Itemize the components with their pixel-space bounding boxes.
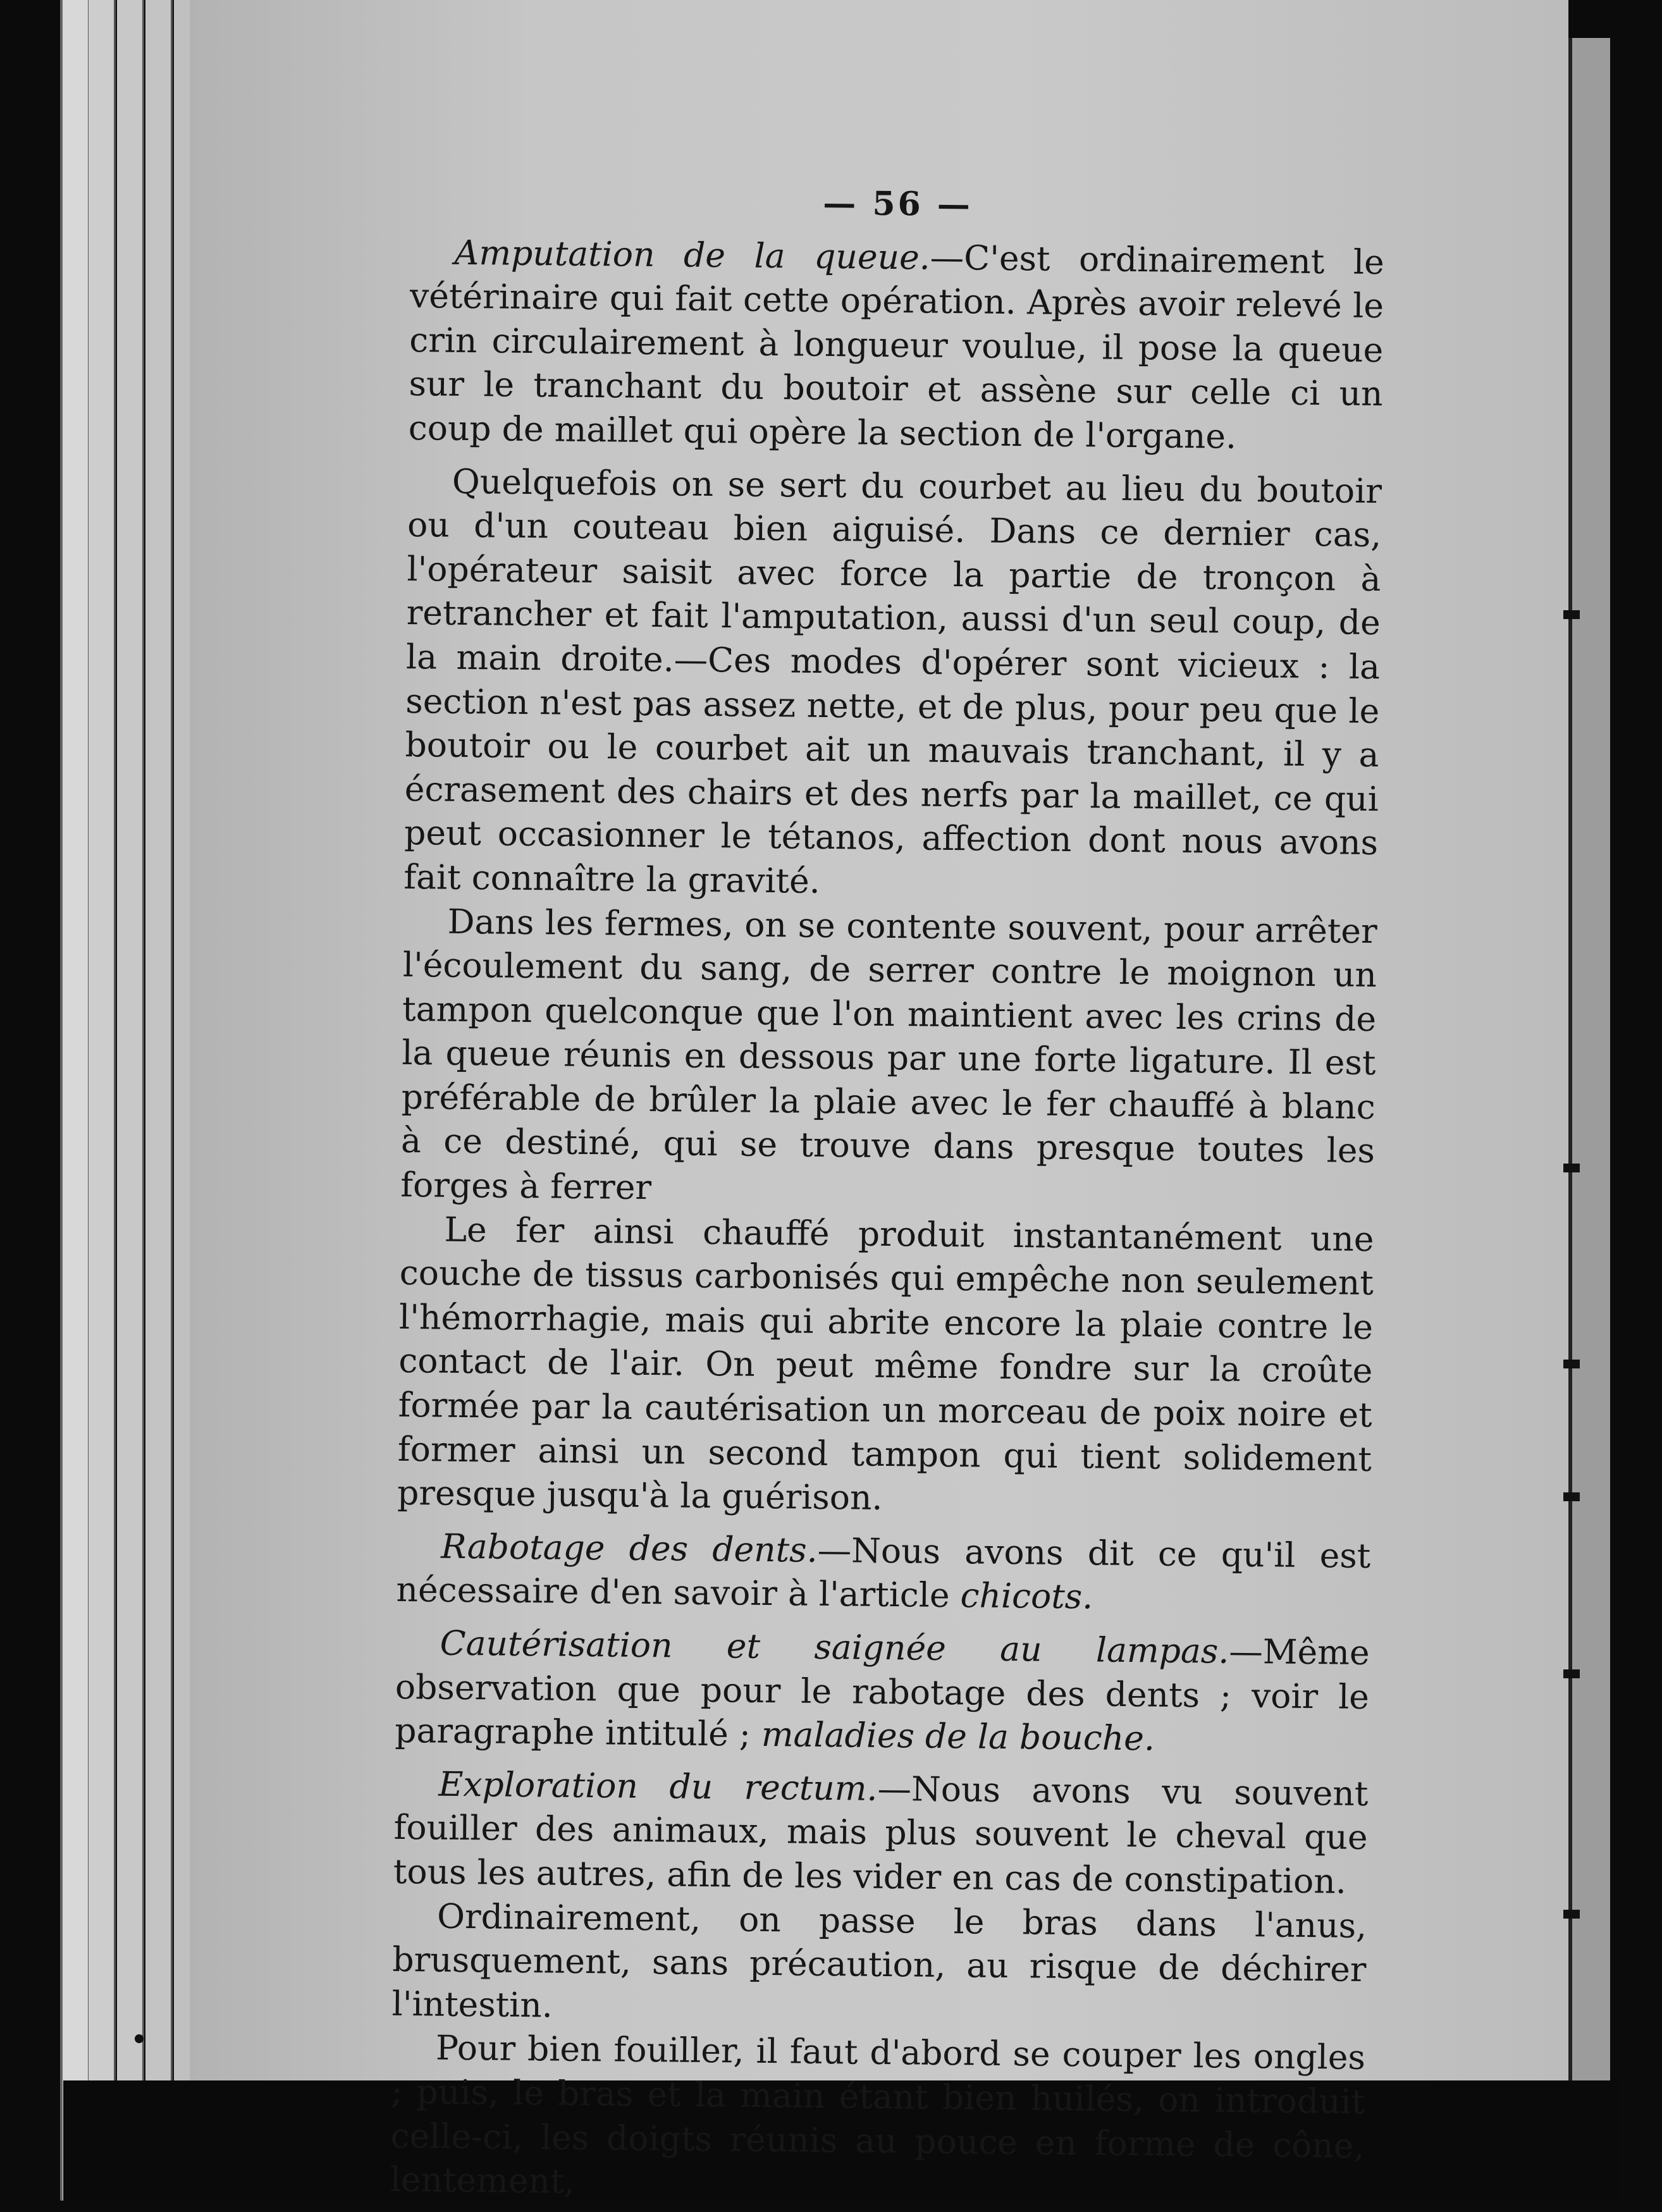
italic-heading: Cautérisation et saignée au lampas. [440, 1623, 1229, 1671]
binding-mark [1563, 1910, 1580, 1919]
page-edge-stack [117, 0, 144, 2201]
paragraph [396, 1524, 1370, 1622]
body-text: Quelquefois on se sert du courbet au lieu du boutoir ou d'un couteau bien aiguisé. Dans ce dernier cas, l'opérateur saisit avec force la partie de tronçon à retrancher et fait l'amputation, aussi d'un seul coup, de la main droite.—Ces modes d'opérer sont vicieux : la section n'est pas assez nette, et de plus, pour peu que le boutoir ou le courbet ait un mauvais tranchant, il y a écrasement des chairs et des nerfs par la maillet, ce qui peut occasionner le tétanos, affection dont nous avons fait connaître la gravité. [403, 461, 1382, 901]
paragraph [390, 2025, 1365, 2211]
page-edge-stack [145, 0, 173, 2201]
paragraph [391, 1893, 1367, 2036]
italic-heading: Rabotage des dents. [441, 1526, 818, 1570]
scan-speck [135, 2034, 144, 2043]
paragraph [400, 899, 1377, 1217]
body-text: —C'est ordinairement le vétérinaire qui fait cette opération. Après avoir relevé le crin circulairement à longueur voulue, il pose la queue sur le tranchant du boutoir et assène sur celle ci un coup de maillet qui opère la section de l'organe. [408, 237, 1385, 457]
italic-heading: chicots. [960, 1575, 1093, 1617]
binding-mark [1563, 1492, 1580, 1501]
paragraph-indent [396, 1654, 440, 1655]
paragraph [403, 459, 1382, 909]
page-text [390, 177, 1384, 2212]
page-edge-stack [60, 0, 90, 2201]
italic-heading: maladies de la bouche. [761, 1714, 1155, 1759]
body-text: Le fer ainsi chauffé produit instantanément une couche de tissus carbonisés qui empêche non seulement l'hémorrhagie, mais qui abrite encore la plaie contre le contact de l'air. On peut même fondre sur la croûte formée par la cautérisation un morceau de poix noire et former ainsi un second tampon qui tient solidement presque jusqu'à la guérison. [397, 1209, 1374, 1518]
body-text: Dans les fermes, on se contente souvent, pour arrêter l'écoulement du sang, de serrer contre le moignon un tampon quelconque que l'on maintient avec les crins de la queue réunis en dessous par une forte ligature. Il est préférable de brûler la plaie avec le fer chauffé à blanc à ce destiné, qui se trouve dans presque toutes les forges à ferrer [400, 901, 1377, 1208]
body-text: Ordinairement, on passe le bras dans l'anus, brusquement, sans précaution, au risque de déchirer l'intestin. [391, 1896, 1367, 2025]
body-text: Pour bien fouiller, il faut d'abord se couper les ongles ; puis, le bras et la main étant bien huilés, on introduit celle-ci, les doigts réunis au pouce en forme de cône, lentement, [390, 2027, 1366, 2202]
italic-heading: Exploration du rectum. [438, 1764, 878, 1809]
body-text: —Nous avons dit ce qu'il est nécessaire d'en savoir à l'article [396, 1530, 1371, 1616]
paragraph [397, 1207, 1374, 1525]
binding-mark [1563, 1360, 1580, 1368]
italic-heading: Amputation de la queue. [454, 232, 931, 278]
page-edge-stack [89, 0, 116, 2201]
paragraph-indent [403, 932, 447, 933]
binding-mark [1563, 610, 1580, 619]
facing-page-edge [1568, 38, 1610, 2106]
paragraph [408, 230, 1384, 460]
body-text: —Même observation que pour le rabotage des dents ; voir le paragraphe intitulé ; [394, 1631, 1370, 1755]
binding-mark [1563, 1164, 1580, 1172]
paragraph-indent [391, 2059, 436, 2060]
paragraph [393, 1762, 1369, 1904]
binding-mark [1563, 1669, 1580, 1678]
paragraph-indent [394, 1795, 438, 1796]
page-number: — 56 — [822, 183, 973, 224]
body-text: —Nous avons vu souvent fouiller des animaux, mais plus souvent le cheval que tous les autres, afin de les vider en cas de constipation. [393, 1768, 1369, 1902]
paragraph [395, 1621, 1370, 1763]
